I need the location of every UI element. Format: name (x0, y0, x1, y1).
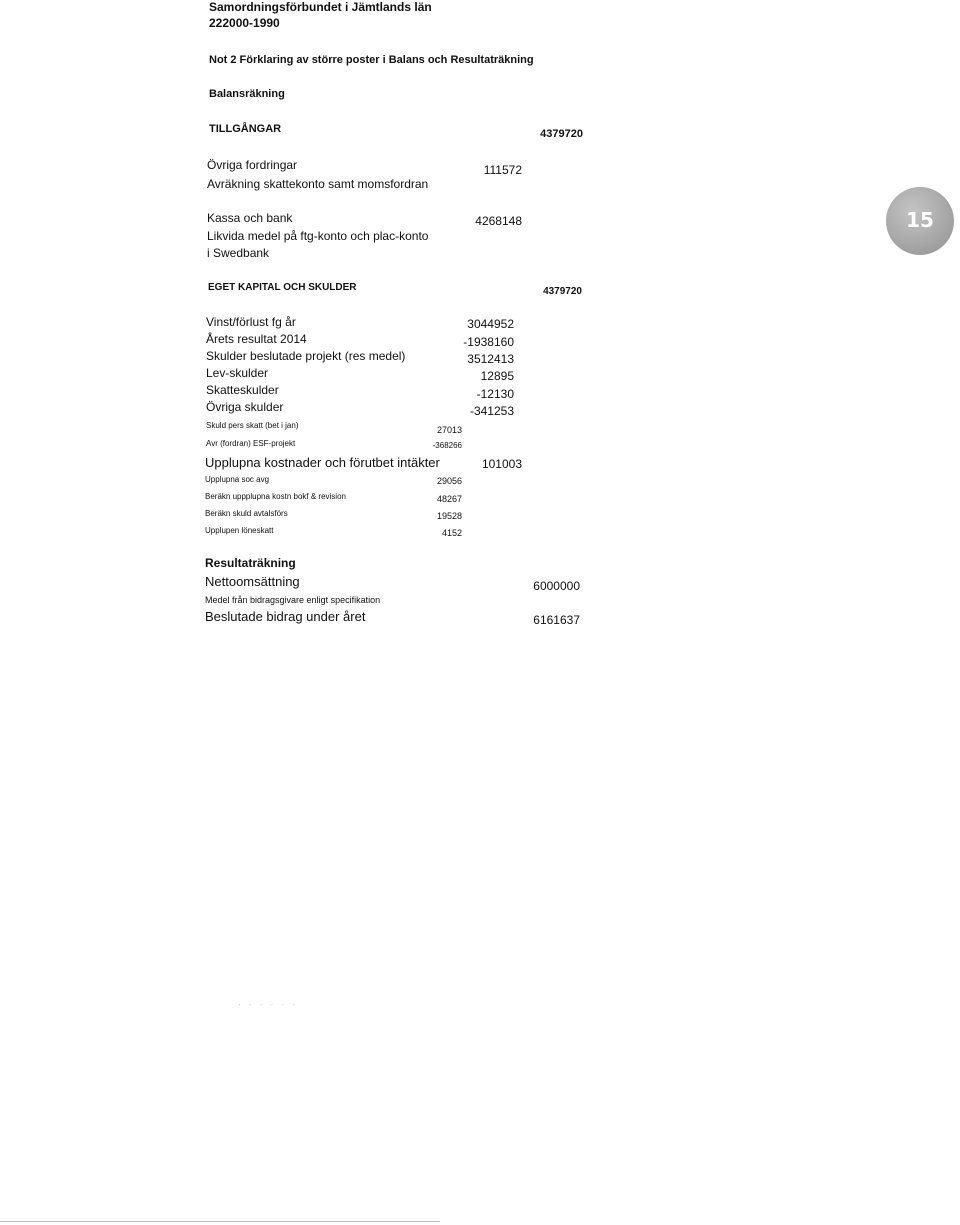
other-liabilities-sub-value: 27013 (436, 425, 462, 435)
equity-row-label: Skulder beslutade projekt (res medel) (206, 349, 406, 363)
equity-row-value: -12130 (476, 387, 514, 401)
net-sales-value: 6000000 (533, 579, 580, 593)
equity-row-value: 3044952 (467, 317, 514, 331)
equity-row-value: -341253 (469, 404, 514, 418)
accrued-sub-value: 29056 (436, 476, 462, 486)
equity-row-label: Skatteskulder (206, 383, 279, 397)
equity-row-label: Vinst/förlust fg år (206, 315, 296, 329)
accrued-sub-label: Beräkn uppplupna kostn bokf & revision (205, 492, 346, 501)
accrued-sub-label: Beräkn skuld avtalsförs (205, 509, 288, 518)
net-sales-label: Nettoomsättning (205, 574, 300, 589)
page-number-badge (886, 187, 954, 255)
accrued-label: Upplupna kostnader och förutbet intäkter (205, 455, 440, 470)
equity-row-value: 3512413 (467, 352, 514, 366)
accrued-sub-label: Upplupen löneskatt (205, 526, 274, 535)
accrued-sub-value: 48267 (436, 494, 462, 504)
equity-heading: EGET KAPITAL OCH SKULDER (208, 282, 357, 293)
income-heading: Resultaträkning (205, 556, 296, 570)
other-receivables-value: 111572 (483, 163, 522, 177)
equity-row-label: Årets resultat 2014 (206, 332, 307, 346)
cash-label: Kassa och bank (207, 211, 293, 225)
equity-row-value: -1938160 (463, 335, 514, 349)
accrued-sub-value: 4152 (441, 528, 462, 538)
accrued-sub-value: 19528 (436, 511, 462, 521)
other-liabilities-sub-label: Avr (fordran) ESF-projekt (206, 439, 296, 448)
org-number: 222000-1990 (209, 16, 280, 30)
grants-value: 6161637 (533, 613, 580, 627)
balance-heading: Balansräkning (209, 88, 285, 100)
assets-total: 4379720 (540, 128, 583, 140)
equity-row-label: Övriga skulder (206, 400, 284, 414)
cash-sub-2: i Swedbank (207, 246, 270, 260)
cash-value: 4268148 (475, 214, 522, 228)
scan-edge-line (0, 1221, 440, 1222)
note-title: Not 2 Förklaring av större poster i Balans och Resultaträkning (209, 54, 534, 66)
other-liabilities-sub-label: Skuld pers skatt (bet i jan) (206, 421, 299, 430)
accrued-sub-label: Upplupna soc avg (205, 475, 270, 484)
other-liabilities-sub-value: -368266 (432, 441, 462, 450)
funders-note: Medel från bidragsgivare enligt specifikation (205, 595, 381, 605)
cash-sub-1: Likvida medel på ftg-konto och plac-konto (207, 229, 429, 243)
scan-specks: · · · · · · (238, 1000, 299, 1009)
assets-heading: TILLGÅNGAR (209, 123, 282, 135)
other-receivables-sub: Avräkning skattekonto samt momsfordran (207, 177, 429, 191)
accrued-value: 101003 (481, 457, 522, 471)
equity-row-value: 12895 (480, 369, 514, 383)
equity-row-label: Lev-skulder (206, 366, 269, 380)
other-receivables-label: Övriga fordringar (207, 158, 298, 172)
grants-label: Beslutade bidrag under året (205, 609, 366, 624)
equity-total: 4379720 (543, 286, 582, 297)
page-number: 15 (906, 208, 934, 232)
org-name: Samordningsförbundet i Jämtlands län (209, 0, 432, 14)
